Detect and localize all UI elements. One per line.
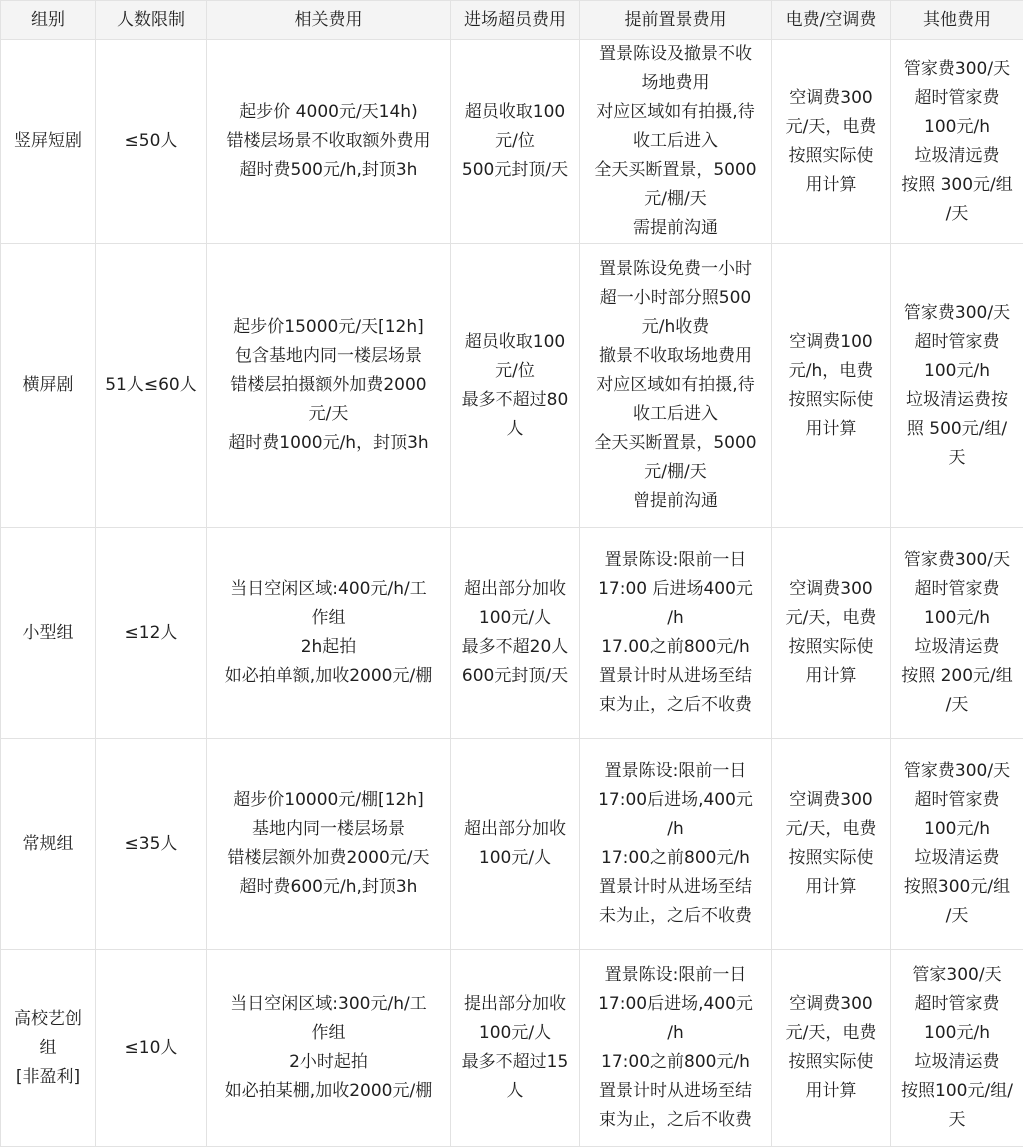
cell-line: 用计算: [805, 877, 857, 897]
cell-line: 曾提前沟通: [633, 491, 718, 511]
cell-line: 按照 200元/组: [901, 666, 1013, 686]
cell-line: 超一小时部分照500: [599, 288, 752, 308]
cell-line: 100元/h: [924, 360, 990, 381]
cell-line: 超时管家费: [914, 790, 1000, 810]
cell-line: 常规组: [22, 833, 74, 854]
cell-power: [772, 528, 891, 739]
table-row: [1, 950, 1023, 1147]
cell-power: [772, 739, 891, 950]
cell-line: 基地内同一楼层场景: [252, 819, 405, 839]
cell-line: 按照实际使: [788, 848, 874, 868]
table-body: [1, 40, 1023, 1147]
cell-line: 置景计时从进场至结: [599, 666, 752, 686]
cell-power: [772, 40, 891, 244]
cell-line: 按照实际使: [788, 1052, 874, 1072]
cell-overstaff: [451, 244, 580, 528]
cell-line: 17:00后进场,400元: [598, 790, 753, 810]
cell-line: 空调费300: [789, 87, 873, 108]
cell-line: 用计算: [805, 174, 857, 195]
cell-line: 起步价15000元/天[12h]: [233, 317, 424, 337]
cell-line: 垃圾清远费: [914, 145, 1000, 166]
cell-line: 错楼层额外加费2000元/天: [227, 848, 430, 868]
cell-other: [891, 528, 1023, 739]
cell-line: 如必拍单额,加收2000元/棚: [224, 666, 433, 686]
cell-line: 100元/h: [924, 608, 990, 628]
header-row: [1, 1, 1023, 40]
cell-line: 17:00之前800元/h: [601, 848, 750, 868]
cell-line: 垃圾清运费: [914, 848, 1000, 868]
cell-line: 对应区域如有拍摄,待: [596, 102, 755, 122]
table-row: [1, 244, 1023, 528]
cell-line: 空调费100: [789, 331, 873, 352]
cell-fees: [207, 244, 451, 528]
cell-line: 超时管家费: [914, 331, 1000, 352]
cell-limit: [96, 528, 207, 739]
cell-line: 100元/人: [478, 608, 552, 628]
cell-line: 最多不超20人: [461, 637, 569, 657]
cell-line: /h: [667, 1023, 684, 1043]
cell-line: 空调费300: [789, 994, 873, 1014]
cell-line: 2h起拍: [300, 637, 357, 657]
cell-line: 用计算: [805, 1081, 857, 1101]
cell-line: ≤12人: [124, 622, 178, 643]
cell-line: 管家300/天: [912, 965, 1002, 985]
cell-line: 未为止，之后不收费: [599, 906, 752, 926]
cell-line: 收工后进入: [633, 131, 718, 151]
cell-limit: [96, 244, 207, 528]
cell-line: 垃圾清运费: [914, 1052, 1000, 1072]
cell-line: 超出部分加收: [464, 819, 566, 839]
header-setup-fee: 提前置景费用: [580, 1, 772, 40]
cell-line: 束为止，之后不收费: [599, 1110, 752, 1130]
cell-line: 竖屏短剧: [14, 131, 82, 151]
cell-line: 垃圾清运费: [914, 637, 1000, 657]
cell-line: 17:00后进场,400元: [598, 994, 753, 1014]
cell-line: 人: [506, 1081, 524, 1101]
cell-line: 撤景不收取场地费用: [599, 346, 752, 366]
cell-line: 按照实际使: [788, 389, 874, 410]
cell-overstaff: [451, 739, 580, 950]
cell-overstaff: [451, 950, 580, 1147]
cell-line: /天: [945, 695, 969, 715]
cell-line: 管家费300/天: [903, 761, 1011, 781]
cell-line: 人: [506, 418, 524, 439]
cell-line: 元/天，电费: [785, 819, 877, 839]
cell-line: ≤35人: [124, 833, 178, 854]
cell-line: 错楼层拍摄额外加费2000: [230, 375, 427, 395]
cell-line: 元/h收费: [641, 317, 710, 337]
cell-line: 17:00之前800元/h: [601, 1052, 750, 1072]
header-group: 组别: [1, 1, 96, 40]
cell-line: 元/棚/天: [644, 462, 707, 482]
cell-line: 超时费1000元/h，封顶3h: [228, 433, 429, 453]
cell-group: [1, 40, 96, 244]
cell-line: 超步价10000元/棚[12h]: [233, 790, 424, 810]
cell-fees: [207, 739, 451, 950]
cell-line: 小型组: [22, 622, 74, 643]
table-row: [1, 739, 1023, 950]
cell-line: 置景陈设免费一小时: [599, 259, 752, 279]
cell-line: 管家费300/天: [903, 550, 1011, 570]
cell-line: /h: [667, 819, 684, 839]
cell-line: 错楼层场景不收取额外费用: [226, 131, 431, 151]
cell-line: 600元封顶/天: [461, 666, 569, 686]
cell-group: [1, 950, 96, 1147]
cell-line: 提出部分加收: [464, 994, 566, 1014]
cell-line: 场地费用: [641, 73, 710, 93]
table-row: [1, 528, 1023, 739]
cell-power: [772, 244, 891, 528]
cell-line: 元/天，电费: [785, 1023, 877, 1043]
cell-line: 作组: [311, 1023, 346, 1043]
cell-line: ≤10人: [124, 1037, 178, 1058]
cell-line: 空调费300: [789, 579, 873, 599]
cell-line: 用计算: [805, 666, 857, 686]
cell-other: [891, 244, 1023, 528]
cell-line: 置景计时从进场至结: [599, 1081, 752, 1101]
header-power-ac-fee: 电费/空调费: [772, 1, 891, 40]
cell-line: 元/位: [495, 131, 535, 151]
header-related-fees: 相关费用: [207, 1, 451, 40]
cell-line: 横屏剧: [22, 375, 74, 395]
cell-line: 100元/h: [924, 116, 990, 137]
cell-line: 用计算: [805, 418, 857, 439]
header-overstaff-fee: 进场超员费用: [451, 1, 580, 40]
cell-group: [1, 528, 96, 739]
cell-line: 元/天: [308, 404, 349, 424]
cell-other: [891, 739, 1023, 950]
cell-line: 超员收取100: [464, 102, 566, 122]
cell-line: 如必拍某棚,加收2000元/棚: [224, 1081, 433, 1101]
cell-line: 全天买断置景，5000: [594, 433, 757, 453]
cell-line: [非盈利]: [15, 1066, 81, 1087]
cell-line: 置景计时从进场至结: [599, 877, 752, 897]
cell-line: 2小时起拍: [289, 1052, 368, 1072]
cell-line: 元/h，电费: [788, 360, 874, 381]
cell-line: 作组: [311, 608, 346, 628]
cell-line: 天: [948, 1110, 966, 1130]
cell-line: 超时管家费: [914, 87, 1000, 108]
cell-limit: [96, 739, 207, 950]
cell-line: 置景陈设及撤景不收: [599, 44, 752, 64]
cell-limit: [96, 950, 207, 1147]
header-other-fees: 其他费用: [891, 1, 1023, 40]
cell-line: 空调费300: [789, 790, 873, 810]
cell-line: 最多不超过15: [461, 1052, 569, 1072]
cell-line: 照 500元/组/: [906, 418, 1008, 439]
cell-line: 全天买断置景，5000: [594, 160, 757, 180]
cell-setup: [580, 528, 772, 739]
cell-setup: [580, 244, 772, 528]
cell-setup: [580, 739, 772, 950]
cell-line: /h: [667, 608, 684, 628]
cell-line: 天: [948, 447, 966, 468]
cell-line: /天: [945, 203, 969, 224]
cell-line: 按照 300元/组: [901, 174, 1013, 195]
cell-line: /天: [945, 906, 969, 926]
cell-setup: [580, 40, 772, 244]
cell-line: 超时管家费: [914, 579, 1000, 599]
cell-line: 收工后进入: [633, 404, 718, 424]
cell-line: 需提前沟通: [633, 218, 718, 238]
cell-overstaff: [451, 40, 580, 244]
cell-fees: [207, 40, 451, 244]
cell-line: 组: [39, 1037, 57, 1058]
cell-line: 高校艺创: [14, 1008, 82, 1029]
header-headcount-limit: 人数限制: [96, 1, 207, 40]
cell-group: [1, 739, 96, 950]
cell-other: [891, 40, 1023, 244]
table-row: [1, 40, 1023, 244]
cell-line: 当日空闲区域:300元/h/工: [230, 994, 427, 1014]
cell-line: 垃圾清运费按: [906, 389, 1008, 410]
cell-line: 按照实际使: [788, 145, 874, 166]
cell-line: 超出部分加收: [464, 579, 566, 599]
cell-line: 17:00 后进场400元: [598, 579, 753, 599]
cell-fees: [207, 528, 451, 739]
cell-line: 元/天，电费: [785, 608, 877, 628]
cell-line: 管家费300/天: [903, 58, 1011, 79]
cell-line: ≤50人: [124, 131, 178, 151]
cell-line: 17.00之前800元/h: [601, 637, 750, 657]
cell-line: 管家费300/天: [903, 302, 1011, 323]
cell-line: 按照300元/组: [903, 877, 1011, 897]
cell-line: 对应区域如有拍摄,待: [596, 375, 755, 395]
cell-setup: [580, 950, 772, 1147]
cell-line: 置景陈设:限前一日: [604, 965, 747, 985]
cell-line: 100元/人: [478, 1023, 552, 1043]
cell-line: 500元封顶/天: [461, 160, 569, 180]
cell-line: 置景陈设:限前一日: [604, 550, 747, 570]
cell-line: 束为止，之后不收费: [599, 695, 752, 715]
table-header: [1, 1, 1023, 40]
cell-line: 元/天，电费: [785, 116, 877, 137]
cell-line: 元/棚/天: [644, 189, 707, 209]
cell-line: 元/位: [495, 360, 535, 381]
cell-line: 置景陈设:限前一日: [604, 761, 747, 781]
cell-line: 起步价 4000元/天14h): [239, 102, 418, 122]
cell-limit: [96, 40, 207, 244]
cell-line: 超时费500元/h,封顶3h: [239, 160, 418, 180]
cell-group: [1, 244, 96, 528]
cell-line: 超时管家费: [914, 994, 1000, 1014]
cell-line: 超员收取100: [464, 331, 566, 352]
cell-line: 100元/h: [924, 819, 990, 839]
cell-line: 100元/人: [478, 848, 552, 868]
cell-line: 51人≤60人: [105, 375, 197, 395]
cell-line: 当日空闲区域:400元/h/工: [230, 579, 427, 599]
cell-other: [891, 950, 1023, 1147]
cell-fees: [207, 950, 451, 1147]
cell-line: 按照100元/组/: [901, 1081, 1013, 1101]
cell-power: [772, 950, 891, 1147]
cell-line: 包含基地内同一楼层场景: [235, 346, 422, 366]
cell-overstaff: [451, 528, 580, 739]
cell-line: 100元/h: [924, 1023, 990, 1043]
cell-line: 按照实际使: [788, 637, 874, 657]
cell-line: 最多不超过80: [461, 389, 569, 410]
cell-line: 超时费600元/h,封顶3h: [239, 877, 418, 897]
